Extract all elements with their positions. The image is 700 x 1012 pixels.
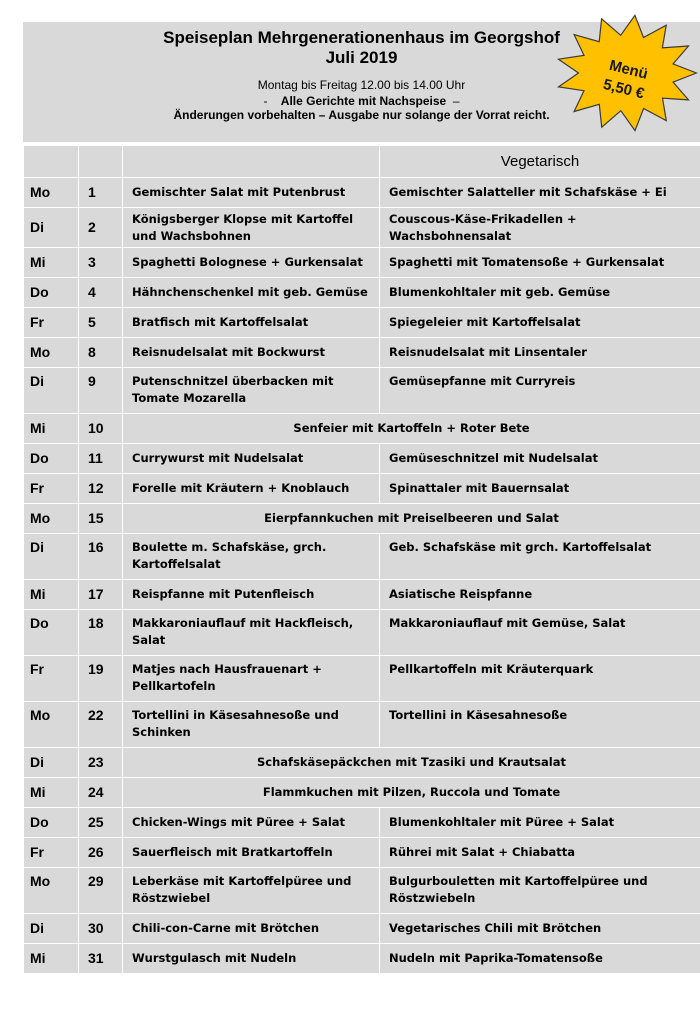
dessert-prefix: - <box>263 94 268 108</box>
day-cell: Fr <box>24 838 79 868</box>
vegetarian-cell: Couscous-Käse-Frikadellen + Wachsbohnensalat <box>380 208 700 248</box>
table-row <box>24 208 700 248</box>
day-cell: Mo <box>24 338 79 368</box>
date-cell: 25 <box>79 808 123 838</box>
date-cell: 10 <box>79 414 123 444</box>
table-row <box>24 338 700 368</box>
date-cell: 1 <box>79 178 123 208</box>
column-header-date <box>79 146 123 178</box>
vegetarian-cell: Blumenkohltaler mit Püree + Salat <box>380 808 700 838</box>
page-title: Speiseplan Mehrgenerationenhaus im Georgshof <box>163 28 560 47</box>
meal-cell: Tortellini in Käsesahnesoße und Schinken <box>123 702 380 748</box>
table-row <box>24 178 700 208</box>
vegetarian-cell: Gemischter Salatteller mit Schafskäse + Ei <box>380 178 700 208</box>
table-row <box>24 278 700 308</box>
vegetarian-cell: Geb. Schafskäse mit grch. Kartoffelsalat <box>380 534 700 580</box>
table-row <box>24 944 700 974</box>
vegetarian-cell: Bulgurbouletten mit Kartoffelpüree und Röstzwiebeln <box>380 868 700 914</box>
meal-cell: Makkaroniauflauf mit Hackfleisch, Salat <box>123 610 380 656</box>
date-cell: 22 <box>79 702 123 748</box>
column-header-day <box>24 146 79 178</box>
vegetarian-cell: Makkaroniauflauf mit Gemüse, Salat <box>380 610 700 656</box>
day-cell: Mi <box>24 248 79 278</box>
table-row <box>24 838 700 868</box>
meal-cell: Putenschnitzel überbacken mit Tomate Mozarella <box>123 368 380 414</box>
menu-body <box>24 178 700 974</box>
date-cell: 16 <box>79 534 123 580</box>
day-cell: Do <box>24 808 79 838</box>
vegetarian-cell: Blumenkohltaler mit geb. Gemüse <box>380 278 700 308</box>
dessert-text: Alle Gerichte mit Nachspeise <box>280 94 447 108</box>
date-cell: 18 <box>79 610 123 656</box>
table-row <box>24 580 700 610</box>
day-cell: Fr <box>24 656 79 702</box>
date-cell: 8 <box>79 338 123 368</box>
combined-meal-cell: Flammkuchen mit Pilzen, Ruccola und Tomate <box>123 778 700 808</box>
day-cell: Di <box>24 914 79 944</box>
meal-cell: Bratfisch mit Kartoffelsalat <box>123 308 380 338</box>
price-badge-price: 5,50 € <box>601 75 646 103</box>
table-row <box>24 414 700 444</box>
meal-cell: Chili-con-Carne mit Brötchen <box>123 914 380 944</box>
vegetarian-cell: Tortellini in Käsesahnesoße <box>380 702 700 748</box>
table-row <box>24 504 700 534</box>
table-row <box>24 444 700 474</box>
page-subtitle: Juli 2019 <box>325 48 398 67</box>
table-row <box>24 656 700 702</box>
availability-notice: Änderungen vorbehalten – Ausgabe nur solange der Vorrat reicht. <box>173 108 550 122</box>
vegetarian-cell: Spiegeleier mit Kartoffelsalat <box>380 308 700 338</box>
vegetarian-cell: Reisnudelsalat mit Linsentaler <box>380 338 700 368</box>
day-cell: Mi <box>24 580 79 610</box>
date-cell: 2 <box>79 208 123 248</box>
vegetarian-cell: Gemüsepfanne mit Curryreis <box>380 368 700 414</box>
vegetarian-cell: Nudeln mit Paprika-Tomatensoße <box>380 944 700 974</box>
day-cell: Do <box>24 444 79 474</box>
day-cell: Mi <box>24 944 79 974</box>
table-row <box>24 808 700 838</box>
dessert-suffix: – <box>452 94 460 108</box>
day-cell: Mo <box>24 702 79 748</box>
day-cell: Do <box>24 278 79 308</box>
table-row <box>24 702 700 748</box>
date-cell: 31 <box>79 944 123 974</box>
date-cell: 9 <box>79 368 123 414</box>
date-cell: 24 <box>79 778 123 808</box>
day-cell: Mo <box>24 178 79 208</box>
date-cell: 26 <box>79 838 123 868</box>
table-row <box>24 368 700 414</box>
day-cell: Fr <box>24 474 79 504</box>
table-row <box>24 248 700 278</box>
date-cell: 17 <box>79 580 123 610</box>
date-cell: 29 <box>79 868 123 914</box>
menu-table <box>23 145 700 974</box>
meal-cell: Gemischter Salat mit Putenbrust <box>123 178 380 208</box>
vegetarian-cell: Gemüseschnitzel mit Nudelsalat <box>380 444 700 474</box>
day-cell: Mi <box>24 414 79 444</box>
vegetarian-cell: Spaghetti mit Tomatensoße + Gurkensalat <box>380 248 700 278</box>
vegetarian-cell: Vegetarisches Chili mit Brötchen <box>380 914 700 944</box>
combined-meal-cell: Senfeier mit Kartoffeln + Roter Bete <box>123 414 700 444</box>
meal-cell: Reisnudelsalat mit Bockwurst <box>123 338 380 368</box>
day-cell: Do <box>24 610 79 656</box>
price-badge-label: Menü <box>607 56 650 83</box>
day-cell: Di <box>24 208 79 248</box>
meal-cell: Chicken-Wings mit Püree + Salat <box>123 808 380 838</box>
meal-cell: Leberkäse mit Kartoffelpüree und Röstzwiebel <box>123 868 380 914</box>
date-cell: 23 <box>79 748 123 778</box>
day-cell: Di <box>24 368 79 414</box>
table-row <box>24 474 700 504</box>
column-header-vegetarian: Vegetarisch <box>380 146 700 178</box>
day-cell: Mo <box>24 504 79 534</box>
date-cell: 11 <box>79 444 123 474</box>
meal-cell: Königsberger Klopse mit Kartoffel und Wachsbohnen <box>123 208 380 248</box>
table-row <box>24 308 700 338</box>
day-cell: Di <box>24 534 79 580</box>
vegetarian-cell: Spinattaler mit Bauernsalat <box>380 474 700 504</box>
meal-cell: Currywurst mit Nudelsalat <box>123 444 380 474</box>
table-row <box>24 868 700 914</box>
table-row <box>24 534 700 580</box>
day-cell: Fr <box>24 308 79 338</box>
day-cell: Mo <box>24 868 79 914</box>
meal-cell: Spaghetti Bolognese + Gurkensalat <box>123 248 380 278</box>
vegetarian-cell: Rührei mit Salat + Chiabatta <box>380 838 700 868</box>
date-cell: 3 <box>79 248 123 278</box>
day-cell: Mi <box>24 778 79 808</box>
meal-cell: Hähnchenschenkel mit geb. Gemüse <box>123 278 380 308</box>
vegetarian-cell: Asiatische Reispfanne <box>380 580 700 610</box>
table-row <box>24 610 700 656</box>
opening-hours: Montag bis Freitag 12.00 bis 14.00 Uhr <box>257 78 466 92</box>
table-row <box>24 778 700 808</box>
date-cell: 5 <box>79 308 123 338</box>
table-row <box>24 914 700 944</box>
date-cell: 12 <box>79 474 123 504</box>
meal-cell: Matjes nach Hausfrauenart + Pellkartofeln <box>123 656 380 702</box>
vegetarian-cell: Pellkartoffeln mit Kräuterquark <box>380 656 700 702</box>
meal-cell: Sauerfleisch mit Bratkartoffeln <box>123 838 380 868</box>
meal-cell: Forelle mit Kräutern + Knoblauch <box>123 474 380 504</box>
column-header-meal <box>123 146 380 178</box>
day-cell: Di <box>24 748 79 778</box>
date-cell: 30 <box>79 914 123 944</box>
table-header-row <box>24 146 700 178</box>
date-cell: 4 <box>79 278 123 308</box>
date-cell: 19 <box>79 656 123 702</box>
combined-meal-cell: Eierpfannkuchen mit Preiselbeeren und Salat <box>123 504 700 534</box>
meal-cell: Wurstgulasch mit Nudeln <box>123 944 380 974</box>
date-cell: 15 <box>79 504 123 534</box>
meal-cell: Boulette m. Schafskäse, grch. Kartoffelsalat <box>123 534 380 580</box>
combined-meal-cell: Schafskäsepäckchen mit Tzasiki und Krautsalat <box>123 748 700 778</box>
meal-cell: Reispfanne mit Putenfleisch <box>123 580 380 610</box>
table-row <box>24 748 700 778</box>
